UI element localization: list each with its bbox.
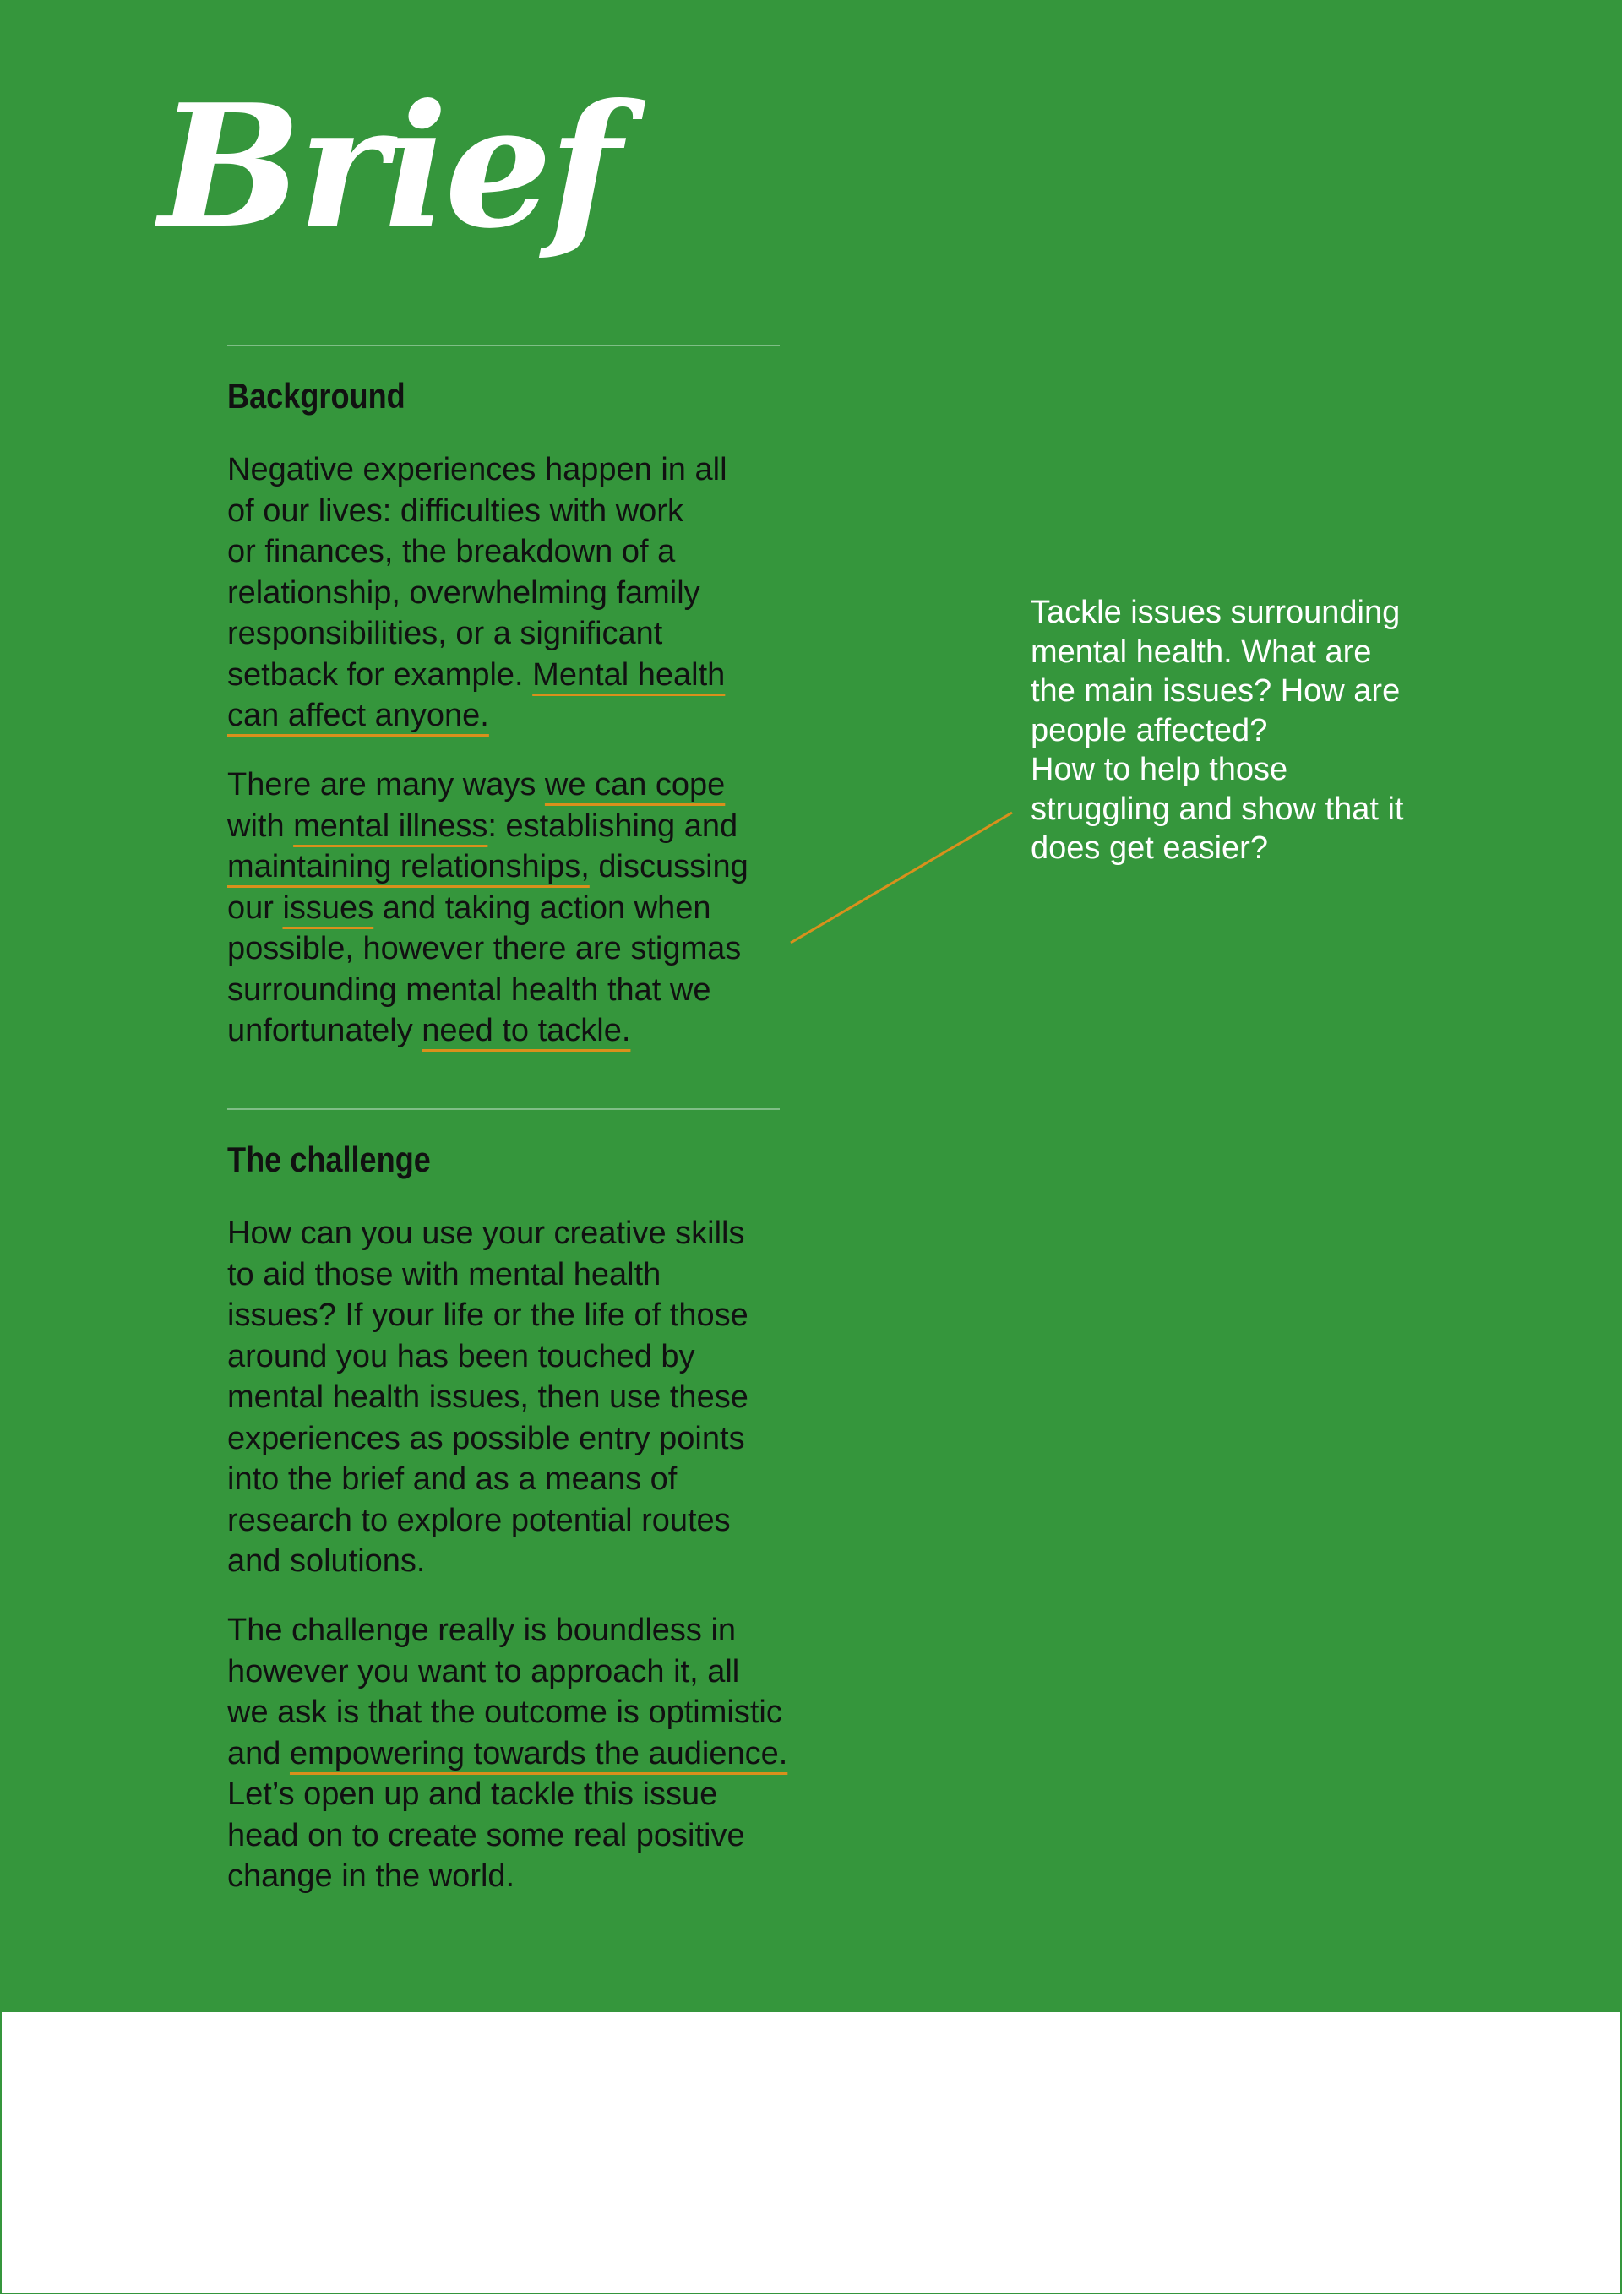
note-line: Tackle issues surrounding — [1031, 595, 1401, 630]
note-line: struggling and show that it — [1031, 791, 1404, 827]
text-line: into the brief and as a means of — [227, 1461, 678, 1497]
text-line: change in the world. — [227, 1858, 515, 1894]
highlighted-phrase: we can cope — [544, 767, 726, 803]
text-segment: our — [227, 890, 283, 926]
text-line: responsibilities, or a significant — [227, 616, 663, 651]
note-line: How to help those — [1031, 752, 1288, 787]
background-paragraph-1 — [227, 449, 785, 737]
highlighted-phrase: mental illness — [293, 808, 488, 844]
text-line: research to explore potential routes — [227, 1502, 731, 1538]
text-line: mental health issues, then use these — [227, 1379, 748, 1415]
green-panel — [2, 2, 1622, 2012]
text-segment: setback for example. — [227, 656, 533, 693]
challenge-paragraph-1 — [227, 1213, 785, 1582]
text-line — [227, 764, 785, 806]
note-line: the main issues? How are — [1031, 673, 1401, 709]
text-segment: There are many ways — [227, 767, 545, 803]
background-paragraph-2 — [227, 764, 785, 1052]
text-line — [227, 888, 785, 929]
text-line — [227, 695, 785, 737]
text-line: head on to create some real positive — [227, 1817, 745, 1853]
text-line: The challenge really is boundless in — [227, 1613, 737, 1648]
text-line: Negative experiences happen in all — [227, 452, 727, 487]
text-segment: discussing — [589, 849, 748, 884]
challenge-heading: The challenge — [227, 1140, 431, 1179]
connector-stroke — [791, 813, 1012, 943]
text-line — [227, 655, 785, 696]
text-line: or finances, the breakdown of a — [227, 534, 676, 569]
text-line: How can you use your creative skills — [227, 1216, 745, 1251]
text-line — [227, 1733, 788, 1775]
highlighted-phrase: need to tackle. — [422, 1013, 631, 1048]
text-line — [227, 846, 785, 888]
note-line: people affected? — [1031, 712, 1268, 748]
text-line — [227, 1010, 785, 1052]
text-line: issues? If your life or the life of those — [227, 1298, 748, 1333]
text-line: surrounding mental health that we — [227, 971, 711, 1008]
highlighted-phrase: maintaining relationships, — [227, 849, 590, 884]
note-line: mental health. What are — [1031, 634, 1372, 670]
text-line: and solutions. — [227, 1543, 426, 1579]
text-line — [227, 806, 785, 847]
text-line: we ask is that the outcome is optimistic — [227, 1695, 782, 1730]
text-segment: with — [227, 808, 294, 844]
text-line: Let’s open up and tackle this issue — [227, 1776, 718, 1812]
annotation-note — [1031, 593, 1470, 868]
highlighted-phrase: empowering towards the audience. — [289, 1735, 788, 1771]
text-line: of our lives: difficulties with work — [227, 492, 683, 529]
text-segment: and taking action when — [373, 890, 711, 926]
note-line: does get easier? — [1031, 830, 1268, 866]
text-line: relationship, overwhelming family — [227, 574, 700, 611]
text-segment: unfortunately — [227, 1013, 422, 1048]
text-segment: and — [227, 1735, 290, 1771]
page-title: Brief — [159, 68, 618, 266]
text-line: experiences as possible entry points — [227, 1420, 745, 1456]
highlighted-phrase: can affect anyone. — [227, 698, 489, 733]
text-segment: : establishing and — [487, 808, 738, 844]
highlighted-phrase: issues — [282, 890, 374, 926]
section-divider — [227, 345, 780, 346]
text-line: around you has been touched by — [227, 1338, 695, 1374]
highlighted-phrase: Mental health — [532, 656, 726, 693]
challenge-paragraph-2 — [227, 1610, 788, 1897]
text-line: possible, however there are stigmas — [227, 931, 742, 966]
text-line: however you want to approach it, all — [227, 1653, 740, 1689]
section-divider — [227, 1108, 780, 1110]
text-line: to aid those with mental health — [227, 1256, 661, 1292]
background-heading: Background — [227, 376, 406, 416]
